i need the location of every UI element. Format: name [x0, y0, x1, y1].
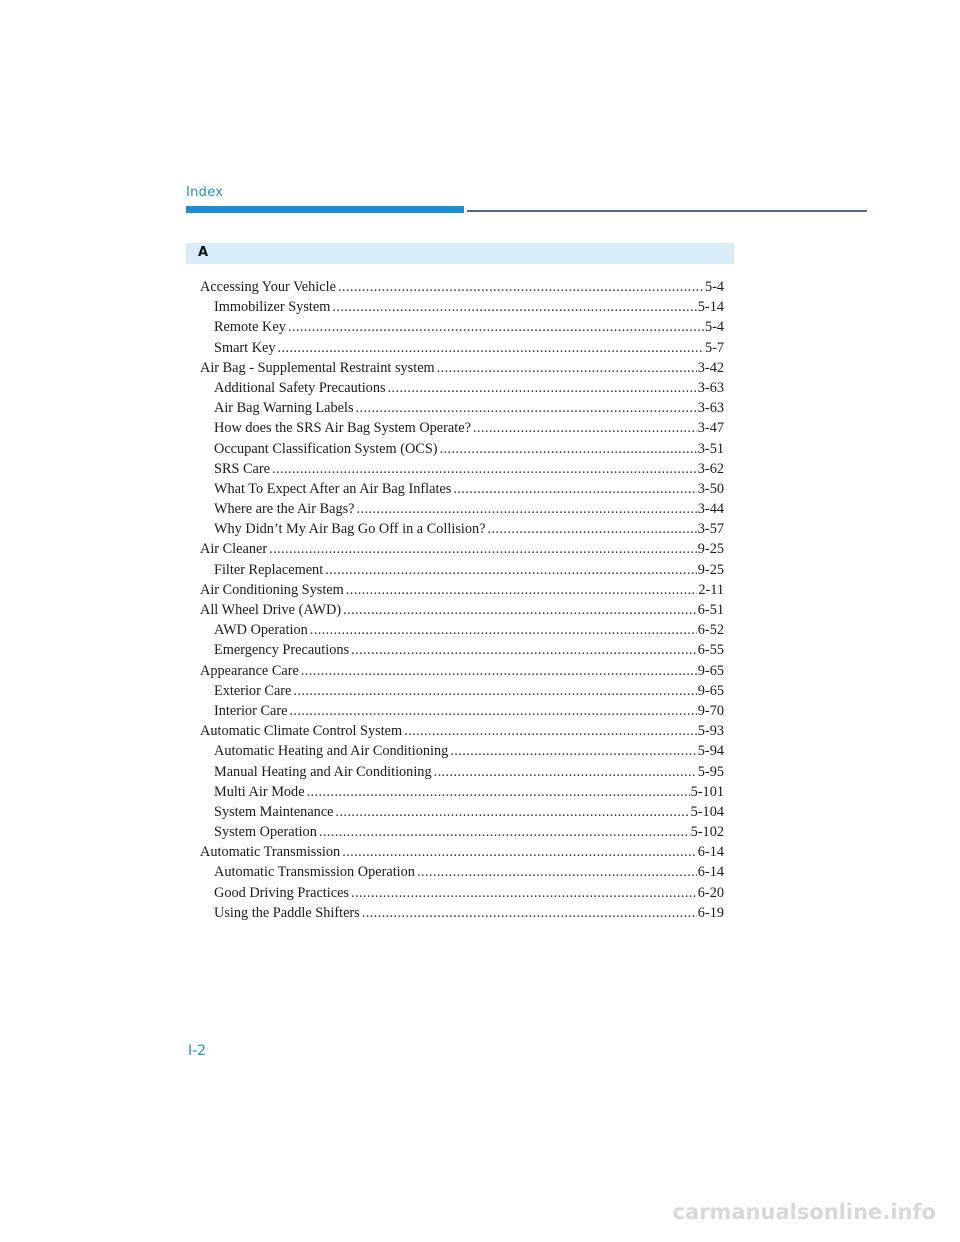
entry-label: Where are the Air Bags?: [214, 501, 355, 518]
entry-page-ref: 9-70: [697, 702, 724, 719]
entry-page-ref: 3-63: [697, 379, 724, 396]
entry-label: Good Driving Practices: [214, 884, 349, 901]
index-subentry[interactable]: [200, 418, 724, 438]
entry-page-ref: 6-19: [697, 904, 724, 921]
entry-page-ref: 3-51: [697, 440, 724, 457]
entry-label: All Wheel Drive (AWD): [200, 602, 342, 618]
dot-leader: [293, 681, 696, 701]
index-entry[interactable]: [200, 842, 724, 862]
index-subentry[interactable]: [200, 378, 724, 398]
entry-page-ref: 5-4: [704, 319, 724, 336]
index-subentry[interactable]: [200, 640, 724, 660]
entry-page-ref: 5-94: [697, 743, 724, 760]
entry-label: Occupant Classification System (OCS): [214, 440, 438, 457]
entry-page-ref: 5-4: [704, 279, 724, 295]
index-entry[interactable]: [200, 661, 724, 681]
entry-label: Emergency Precautions: [214, 642, 350, 659]
index-subentry[interactable]: [200, 782, 724, 802]
index-subentry[interactable]: [200, 741, 724, 761]
entry-label: Automatic Transmission: [200, 844, 341, 861]
index-subentry[interactable]: [200, 560, 724, 580]
index-subentry[interactable]: [200, 479, 724, 499]
index-entry[interactable]: [200, 358, 724, 378]
entry-label: SRS Care: [214, 460, 271, 477]
entry-label: Smart Key: [214, 339, 276, 356]
index-entry[interactable]: [200, 539, 724, 559]
entry-label: Air Bag - Supplemental Restraint system: [200, 359, 435, 376]
dot-leader: [307, 782, 690, 802]
dot-leader: [310, 620, 697, 640]
index-entry[interactable]: [200, 600, 724, 620]
index-subentry[interactable]: [200, 519, 724, 539]
entry-label: Manual Heating and Air Conditioning: [214, 763, 432, 780]
dot-leader: [351, 883, 697, 903]
entry-page-ref: 5-7: [704, 339, 724, 356]
entry-page-ref: 3-44: [697, 501, 724, 518]
page-number: I-2: [188, 1043, 207, 1059]
index-entry[interactable]: [200, 277, 724, 297]
entry-page-ref: 6-51: [697, 602, 724, 618]
entry-page-ref: 3-47: [697, 420, 724, 437]
entry-label: Air Conditioning System: [200, 581, 344, 598]
entry-label: Air Bag Warning Labels: [214, 400, 354, 417]
dot-leader: [269, 539, 697, 559]
dot-leader: [338, 277, 704, 297]
entry-page-ref: 9-25: [697, 541, 724, 558]
dot-leader: [325, 560, 697, 580]
index-subentry[interactable]: [200, 762, 724, 782]
index-subentry[interactable]: [200, 620, 724, 640]
entry-label: Air Cleaner: [200, 541, 268, 558]
entry-label: Automatic Heating and Air Conditioning: [214, 743, 449, 760]
dot-leader: [437, 358, 697, 378]
entry-page-ref: 5-104: [690, 803, 724, 820]
dot-leader: [388, 378, 697, 398]
entry-label: Why Didn’t My Air Bag Go Off in a Collision?: [214, 521, 486, 538]
entry-page-ref: 6-14: [697, 844, 724, 861]
entry-label: Automatic Transmission Operation: [214, 864, 415, 881]
entry-page-ref: 9-65: [697, 682, 724, 699]
entry-label: Accessing Your Vehicle: [200, 279, 336, 295]
dot-leader: [488, 519, 697, 539]
dot-leader: [346, 580, 698, 600]
entry-label: System Maintenance: [214, 803, 334, 820]
index-subentry[interactable]: [200, 338, 724, 358]
entry-page-ref: 9-25: [697, 561, 724, 578]
index-subentry[interactable]: [200, 802, 724, 822]
dot-leader: [440, 439, 697, 459]
dot-leader: [336, 802, 690, 822]
index-subentry[interactable]: [200, 297, 724, 317]
index-entry[interactable]: [200, 580, 724, 600]
entry-page-ref: 3-42: [697, 359, 724, 376]
dot-leader: [417, 862, 697, 882]
entry-page-ref: 6-14: [697, 864, 724, 881]
index-subentry[interactable]: [200, 862, 724, 882]
entry-page-ref: 5-102: [690, 824, 724, 841]
entry-page-ref: 3-63: [697, 400, 724, 417]
entry-page-ref: 5-101: [690, 783, 724, 800]
dot-leader: [357, 499, 697, 519]
dot-leader: [343, 600, 697, 620]
index-subentry[interactable]: [200, 681, 724, 701]
entry-label: What To Expect After an Air Bag Inflates: [214, 480, 452, 497]
dot-leader: [351, 640, 697, 660]
dot-leader: [288, 317, 704, 337]
index-entry[interactable]: [200, 721, 724, 741]
dot-leader: [356, 398, 697, 418]
watermark-text: carmanualsonline.info: [672, 1200, 936, 1224]
index-subentry[interactable]: [200, 398, 724, 418]
entry-label: Automatic Climate Control System: [200, 723, 403, 740]
entry-label: System Operation: [214, 824, 317, 841]
entry-label: Exterior Care: [214, 682, 292, 699]
entry-page-ref: 3-50: [697, 480, 724, 497]
entry-page-ref: 9-65: [697, 662, 724, 679]
entry-page-ref: 3-62: [697, 460, 724, 477]
dot-leader: [319, 822, 690, 842]
entry-page-ref: 3-57: [697, 521, 724, 538]
entry-page-ref: 5-95: [697, 763, 724, 780]
entry-label: AWD Operation: [214, 622, 308, 639]
header-divider-rule: [467, 210, 867, 212]
index-subentry[interactable]: [200, 439, 724, 459]
index-subentry[interactable]: [200, 903, 724, 923]
index-subentry[interactable]: [200, 317, 724, 337]
dot-leader: [473, 418, 697, 438]
dot-leader: [404, 721, 697, 741]
dot-leader: [450, 741, 697, 761]
dot-leader: [301, 661, 697, 681]
entry-page-ref: 6-52: [697, 622, 724, 639]
index-subentry[interactable]: [200, 499, 724, 519]
entry-page-ref: 6-20: [697, 884, 724, 901]
index-subentry[interactable]: [200, 883, 724, 903]
alphabet-section-band: [186, 243, 734, 264]
entry-label: Immobilizer System: [214, 299, 331, 316]
entry-label: How does the SRS Air Bag System Operate?: [214, 420, 471, 437]
entry-label: Interior Care: [214, 702, 288, 719]
section-header-title: Index: [186, 185, 224, 200]
dot-leader: [362, 903, 697, 923]
entry-label: Remote Key: [214, 319, 286, 336]
dot-leader: [289, 701, 696, 721]
entry-page-ref: 5-14: [697, 299, 724, 316]
entry-label: Using the Paddle Shifters: [214, 904, 360, 921]
dot-leader: [342, 842, 697, 862]
index-entry-list: [200, 277, 724, 923]
index-subentry[interactable]: [200, 822, 724, 842]
dot-leader: [332, 297, 696, 317]
dot-leader: [434, 762, 697, 782]
section-letter: A: [198, 245, 209, 260]
entry-label: Additional Safety Precautions: [214, 379, 386, 396]
entry-page-ref: 6-55: [697, 642, 724, 659]
entry-label: Filter Replacement: [214, 561, 324, 578]
entry-page-ref: 2-11: [698, 581, 724, 598]
dot-leader: [272, 459, 697, 479]
entry-page-ref: 5-93: [697, 723, 724, 740]
entry-label: Multi Air Mode: [214, 783, 305, 800]
index-subentry[interactable]: [200, 701, 724, 721]
entry-label: Appearance Care: [200, 662, 299, 679]
dot-leader: [278, 338, 704, 358]
dot-leader: [453, 479, 696, 499]
header-accent-rule: [186, 206, 464, 213]
index-subentry[interactable]: [200, 459, 724, 479]
